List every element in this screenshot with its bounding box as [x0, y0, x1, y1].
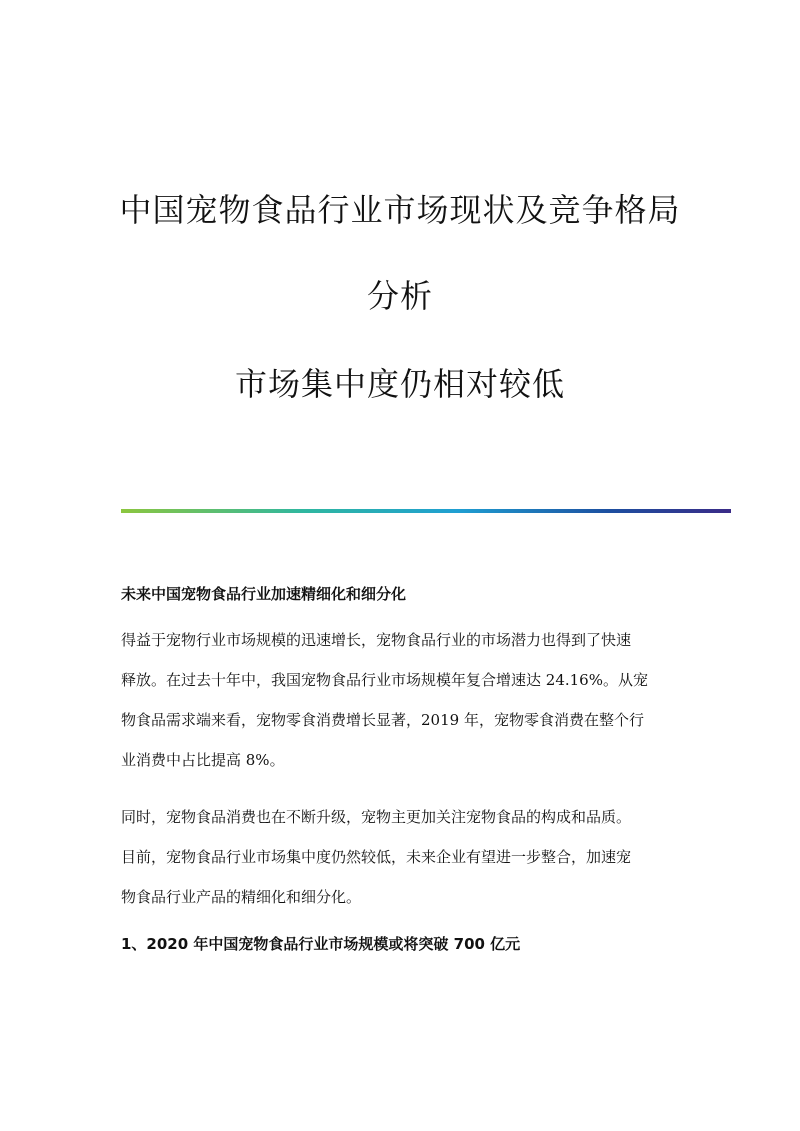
paragraph-line: 目前，宠物食品行业市场集中度仍然较低，未来企业有望进一步整合，加速宠: [121, 848, 632, 866]
document-title-line-1: 中国宠物食品行业市场现状及竞争格局: [119, 191, 681, 229]
paragraph-line: 物食品需求端来看，宠物零食消费增长显著，2019 年，宠物零食消费在整个行: [121, 711, 644, 729]
section-heading: 未来中国宠物食品行业加速精细化和细分化: [121, 585, 407, 603]
paragraph-line: 同时，宠物食品消费也在不断升级，宠物主更加关注宠物食品的构成和品质。: [121, 808, 632, 826]
paragraph-1: [121, 620, 681, 780]
paragraph-2: [121, 797, 681, 917]
paragraph-line: 得益于宠物行业市场规模的迅速增长，宠物食品行业的市场潜力也得到了快速: [121, 631, 632, 649]
gradient-divider: [121, 509, 731, 513]
document-title-line-2: 分析: [366, 277, 433, 315]
paragraph-line: 物食品行业产品的精细化和细分化。: [121, 888, 362, 906]
paragraph-line: 业消费中占比提高 8%。: [121, 751, 285, 769]
subsection-heading: 1、2020 年中国宠物食品行业市场规模或将突破 700 亿元: [121, 935, 521, 953]
paragraph-line: 释放。在过去十年中，我国宠物食品行业市场规模年复合增速达 24.16%。从宠: [121, 671, 648, 689]
document-subtitle: 市场集中度仍相对较低: [234, 365, 565, 403]
